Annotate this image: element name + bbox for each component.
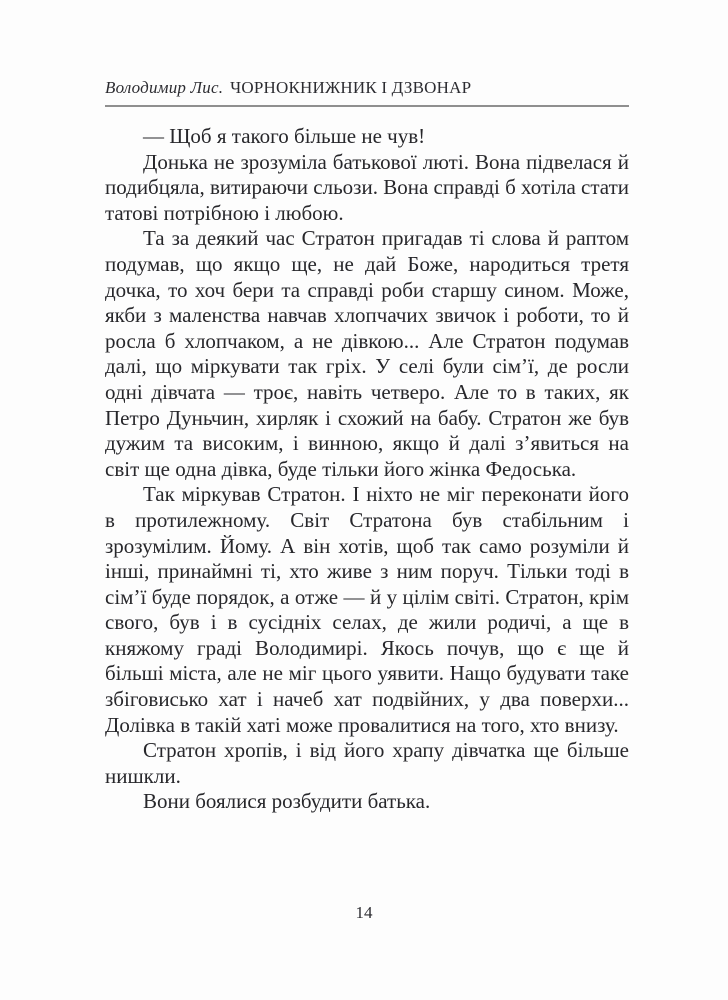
page-number: 14 — [355, 903, 373, 922]
body-paragraph: Так міркував Стратон. І ніхто не міг переконати його в протилежному. Світ Стратона був стабільним і зрозумілим. Йому. А він хотів, щоб так само розуміли й інші, принаймні ті, хто живе з ним поруч. Тільки тоді в сім’ї буде порядок, а отже — й у цілім світі. Стратон, крім свого, був і в сусідніх селах, де жили родичі, а ще в княжому граді Володимирі. Якось почув, що є ще й більші міста, але не міг цього уявити. Нащо будувати таке збіговисько хат і начеб хат подвійних, у два поверхи... Долівка в такій хаті може провалитися на того, хто внизу. — [105, 482, 629, 737]
body-paragraph: Донька не зрозуміла батькової люті. Вона підвелася й подибцяла, витираючи сльози. Вона справді б хотіла стати татові потрібною і любою. — [105, 149, 629, 225]
header-title: ЧОРНОКНИЖНИК І ДЗВОНАР — [230, 78, 472, 97]
body-paragraph: Стратон хропів, і від його храпу дівчатка ще більше нишкли. — [105, 738, 629, 788]
running-header — [105, 78, 629, 107]
header-author: Володимир Лис. — [105, 78, 224, 97]
body-paragraph-dialogue: — Щоб я такого більше не чув! — [143, 124, 426, 148]
body-paragraph: Вони боялися розбудити батька. — [143, 789, 431, 814]
body-text-block — [105, 124, 629, 815]
body-paragraph: Та за деякий час Стратон пригадав ті слова й раптом подумав, що якщо ще, не дай Боже, народиться третя дочка, то хоч бери та справді роби старшу сином. Може, якби з маленства навчав хлопчачих звичок і роботи, то й росла б хлопчаком, а не дівкою... Але Стратон подумав далі, що міркувати так гріх. У селі були сім’ї, де росли одні дівчата — троє, навіть четверо. Але то в таких, як Петро Дуньчин, хирляк і схожий на бабу. Стратон же був дужим та високим, і винною, якщо й далі з’явиться на світ ще одна дівка, буде тільки його жінка Федоська. — [105, 226, 629, 481]
